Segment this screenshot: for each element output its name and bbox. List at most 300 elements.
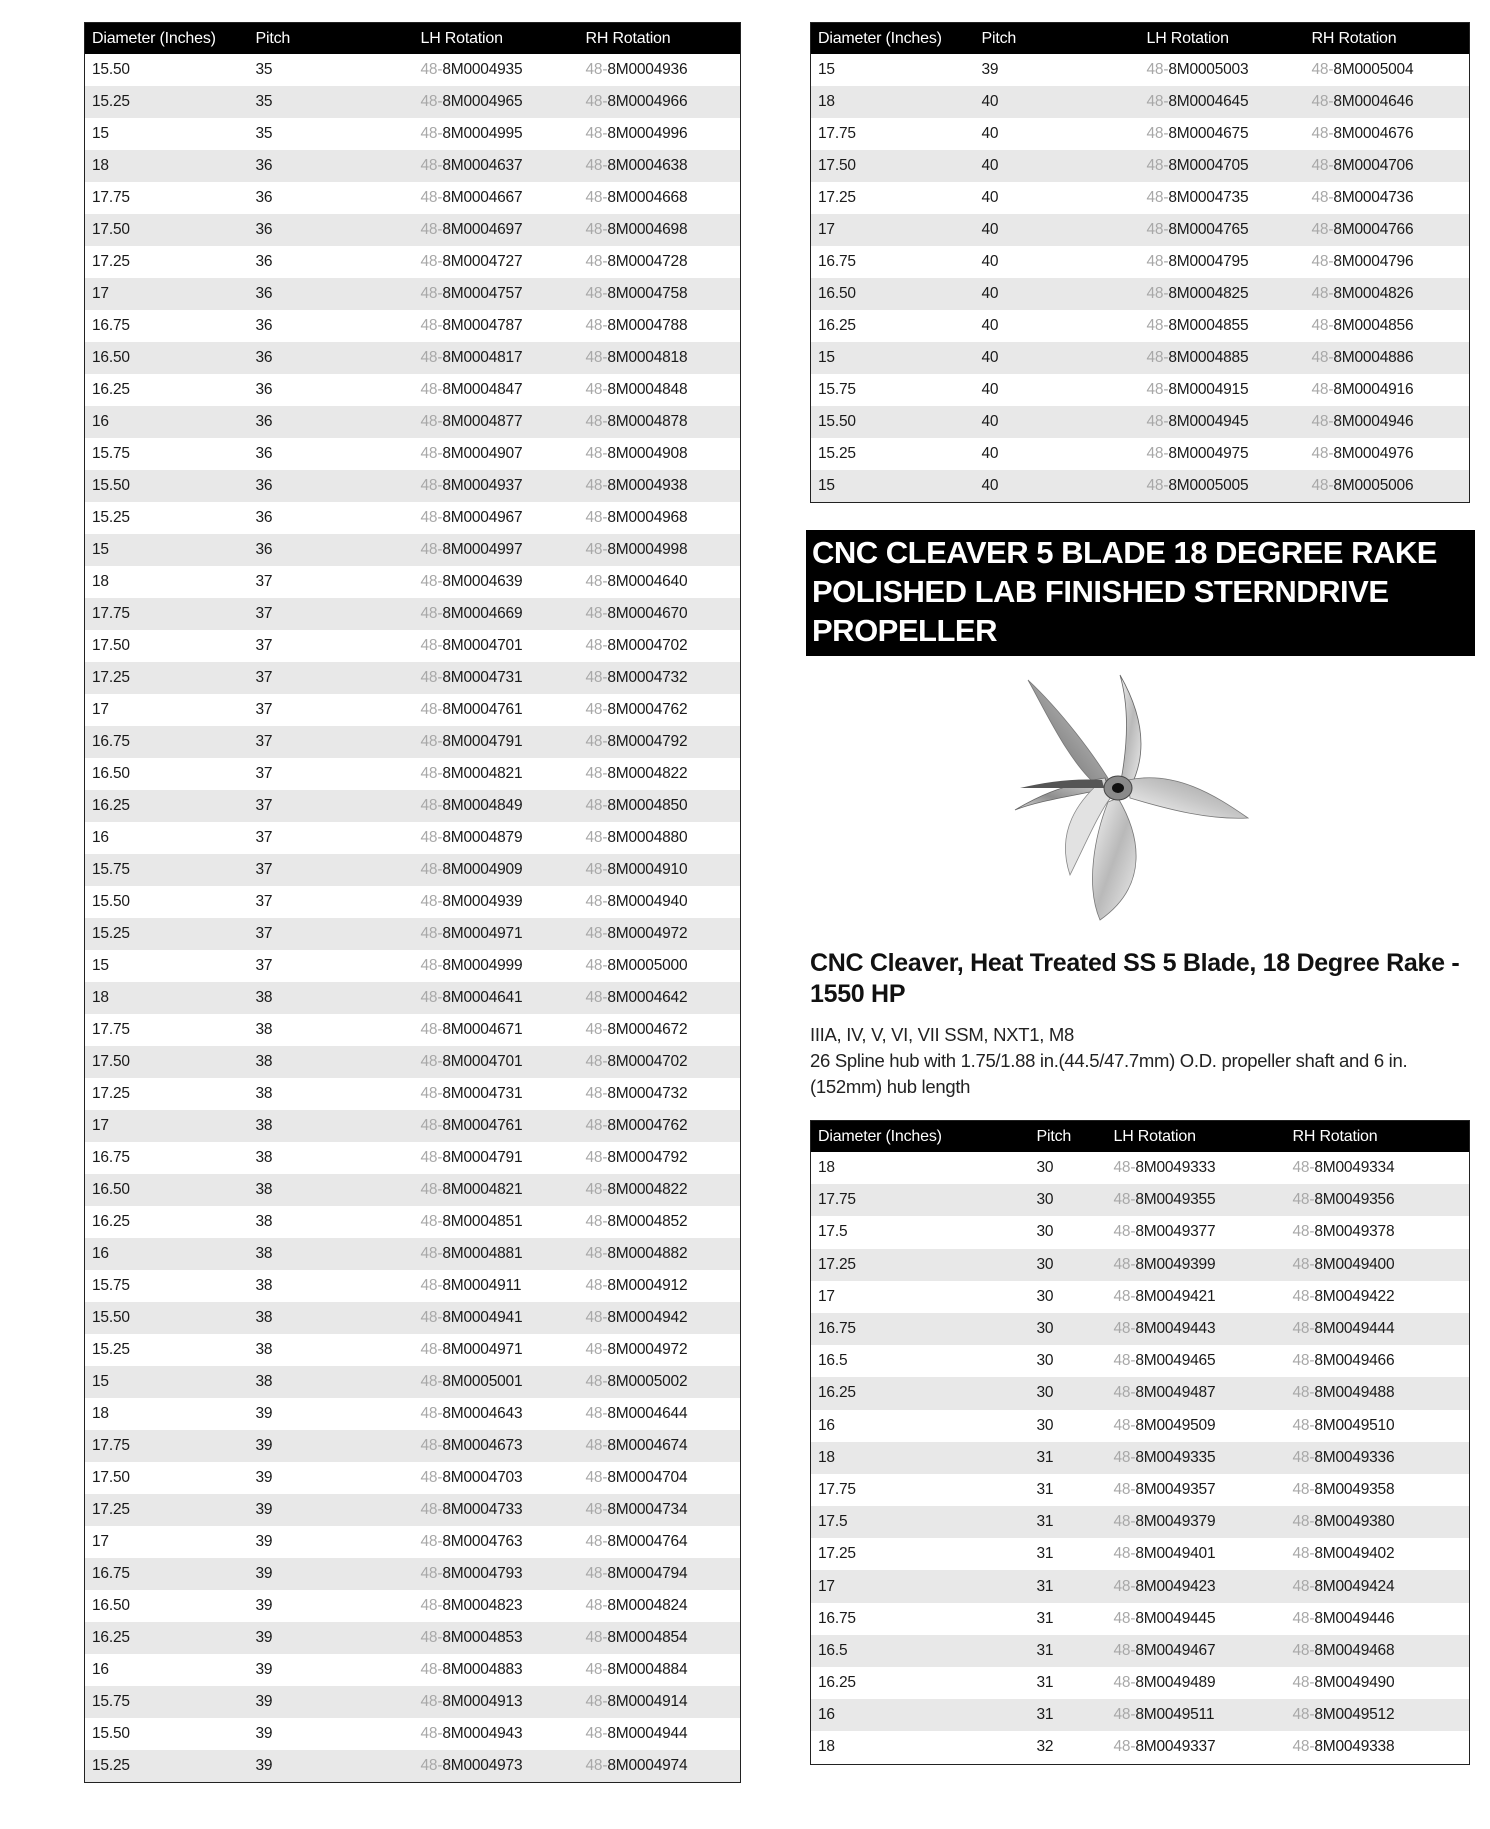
part-number: 8M0004762 (607, 701, 688, 718)
cell-pitch: 31 (1036, 1480, 1054, 1498)
part-number: 8M0004999 (442, 957, 523, 974)
part-prefix: 48- (420, 1181, 443, 1198)
cell-lh-part (414, 1526, 579, 1558)
cell-rh-part (579, 1398, 741, 1430)
part-prefix: 48- (585, 829, 608, 846)
product-description (810, 1022, 1470, 1100)
part-number: 8M0004758 (607, 285, 688, 302)
part-prefix: 48- (585, 1373, 608, 1390)
cell-pitch: 39 (249, 1430, 414, 1462)
part-prefix: 48- (1146, 189, 1169, 206)
part-prefix: 48- (585, 349, 608, 366)
part-number: 8M0049512 (1314, 1706, 1395, 1724)
part-table-right-top (810, 22, 1470, 503)
cell-lh-part (1107, 1635, 1286, 1667)
part-prefix: 48- (420, 445, 443, 462)
cell-lh-part (414, 118, 579, 150)
cell-lh-part (414, 1302, 579, 1334)
cell-pitch: 38 (249, 1366, 414, 1398)
table-row (85, 1718, 741, 1750)
part-prefix: 48- (585, 893, 608, 910)
cell-lh-part (1107, 1699, 1286, 1731)
part-number: 8M0049446 (1314, 1609, 1395, 1627)
cell-pitch: 30 (1036, 1223, 1054, 1241)
part-number: 8M0004825 (1168, 285, 1249, 302)
part-number: 8M0004913 (442, 1693, 523, 1710)
part-prefix: 48- (585, 765, 608, 782)
cell-pitch: 36 (255, 509, 273, 526)
part-number: 8M0005004 (1333, 61, 1414, 78)
part-number: 8M0004731 (442, 669, 523, 686)
part-number: 8M0005001 (442, 1373, 523, 1390)
cell-lh-part (1107, 1184, 1286, 1216)
cell-lh-part (1140, 278, 1305, 310)
part-prefix: 48- (1311, 381, 1334, 398)
table-row (85, 982, 741, 1014)
part-prefix: 48- (420, 93, 443, 110)
cell-diameter: 17.75 (85, 598, 249, 630)
part-prefix: 48- (1311, 285, 1334, 302)
part-number: 8M0004821 (442, 765, 523, 782)
part-number: 8M0049379 (1135, 1513, 1216, 1531)
part-number: 8M0049334 (1314, 1159, 1395, 1177)
cell-lh-part (1107, 1570, 1286, 1602)
cell-lh-part (414, 1014, 579, 1046)
cell-lh-part (1107, 1667, 1286, 1699)
part-number: 8M0004671 (442, 1021, 523, 1038)
part-number: 8M0004851 (442, 1213, 523, 1230)
cell-rh-part (1305, 118, 1470, 150)
part-prefix: 48- (1311, 189, 1334, 206)
cell-lh-part (1140, 150, 1305, 182)
product-title-line: POLISHED LAB FINISHED STERNDRIVE (812, 574, 1389, 609)
part-number: 8M0049511 (1135, 1706, 1215, 1724)
part-prefix: 48- (1292, 1159, 1315, 1177)
cell-pitch: 38 (249, 1302, 414, 1334)
cell-rh-part (1286, 1313, 1470, 1345)
part-number: 8M0004968 (607, 509, 688, 526)
part-number: 8M0004761 (442, 701, 523, 718)
cell-rh-part (1305, 374, 1470, 406)
cell-lh-part (1107, 1152, 1286, 1184)
part-prefix: 48- (585, 1341, 608, 1358)
part-prefix: 48- (420, 1149, 443, 1166)
part-prefix: 48- (585, 509, 608, 526)
part-prefix: 48- (1292, 1674, 1315, 1692)
cell-lh-part (414, 1206, 579, 1238)
cell-lh-part (414, 246, 579, 278)
table-row (85, 470, 741, 502)
cell-diameter: 16 (85, 1238, 249, 1270)
cell-pitch: 38 (249, 1046, 414, 1078)
part-prefix: 48- (420, 1341, 443, 1358)
part-number: 8M0005006 (1333, 477, 1414, 494)
part-number: 8M0004822 (607, 1181, 688, 1198)
cell-rh-part (1286, 1474, 1470, 1506)
cell-rh-part (1305, 438, 1470, 470)
cell-rh-part (1286, 1345, 1470, 1377)
part-number: 8M0004853 (442, 1629, 523, 1646)
cell-diameter: 16.25 (818, 317, 856, 334)
cell-rh-part (1305, 406, 1470, 438)
cell-diameter: 15.75 (818, 381, 856, 398)
table-row (85, 630, 741, 662)
part-prefix: 48- (585, 1661, 608, 1678)
part-number: 8M0004706 (1333, 157, 1414, 174)
part-number: 8M0004855 (1168, 317, 1249, 334)
table-row (85, 278, 741, 310)
part-number: 8M0049488 (1314, 1384, 1395, 1402)
part-prefix: 48- (585, 605, 608, 622)
cell-pitch: 31 (1036, 1674, 1054, 1692)
part-prefix: 48- (1146, 413, 1169, 430)
part-number: 8M0049444 (1314, 1320, 1395, 1338)
part-number: 8M0004702 (607, 1053, 688, 1070)
cell-pitch: 37 (255, 893, 273, 910)
part-number: 8M0004792 (607, 733, 688, 750)
cell-diameter: 18 (92, 573, 109, 590)
table-row (85, 1174, 741, 1206)
cell-rh-part (579, 1558, 741, 1590)
cell-lh-part (414, 1366, 579, 1398)
cell-diameter: 17 (811, 214, 975, 246)
part-number: 8M0004972 (607, 1341, 688, 1358)
part-prefix: 48- (585, 125, 608, 142)
cell-pitch: 38 (255, 1149, 273, 1166)
cell-diameter: 17 (811, 1570, 1030, 1602)
part-prefix: 48- (585, 157, 608, 174)
cell-diameter: 17.25 (818, 1545, 856, 1563)
part-number: 8M0004764 (607, 1533, 688, 1550)
part-number: 8M0004641 (442, 989, 523, 1006)
cell-rh-part (579, 118, 741, 150)
cell-pitch: 39 (249, 1750, 414, 1783)
part-prefix: 48- (420, 1693, 443, 1710)
cell-diameter: 15.75 (92, 445, 130, 462)
cell-rh-part (579, 854, 741, 886)
part-number: 8M0004880 (607, 829, 688, 846)
cell-rh-part (1286, 1570, 1470, 1602)
part-number: 8M0049377 (1135, 1223, 1216, 1241)
part-number: 8M0049509 (1135, 1416, 1216, 1434)
part-number: 8M0004878 (607, 413, 688, 430)
cell-pitch: 39 (249, 1686, 414, 1718)
cell-rh-part (579, 86, 741, 118)
cell-pitch: 39 (255, 1661, 273, 1678)
part-prefix: 48- (420, 1085, 443, 1102)
part-prefix: 48- (1146, 477, 1169, 494)
cell-diameter: 16.75 (92, 1149, 130, 1166)
part-prefix: 48- (420, 1117, 443, 1134)
part-prefix: 48- (585, 1597, 608, 1614)
cell-rh-part (579, 598, 741, 630)
part-prefix: 48- (585, 669, 608, 686)
part-prefix: 48- (585, 1725, 608, 1742)
part-number: 8M0004974 (607, 1757, 688, 1774)
cell-diameter: 17.50 (85, 1046, 249, 1078)
cell-rh-part (579, 726, 741, 758)
part-number: 8M0004856 (1333, 317, 1414, 334)
part-prefix: 48- (420, 477, 443, 494)
cell-lh-part (1107, 1474, 1286, 1506)
table-row (85, 1622, 741, 1654)
cell-lh-part (1140, 438, 1305, 470)
product-title-line: PROPELLER (812, 613, 997, 648)
cell-pitch: 40 (975, 278, 1140, 310)
table-row (85, 1750, 741, 1783)
cell-diameter: 16.50 (811, 278, 975, 310)
part-prefix: 48- (585, 861, 608, 878)
part-prefix: 48- (585, 1021, 608, 1038)
part-prefix: 48- (1113, 1738, 1136, 1756)
cell-pitch: 38 (249, 1110, 414, 1142)
part-number: 8M0049423 (1135, 1577, 1216, 1595)
table-row (85, 406, 741, 438)
cell-pitch: 30 (1036, 1352, 1054, 1370)
part-number: 8M0004761 (442, 1117, 523, 1134)
part-prefix: 48- (420, 157, 443, 174)
cell-lh-part (414, 1142, 579, 1174)
part-prefix: 48- (420, 733, 443, 750)
part-number: 8M0004879 (442, 829, 523, 846)
part-prefix: 48- (1311, 125, 1334, 142)
part-prefix: 48- (1113, 1480, 1136, 1498)
part-prefix: 48- (1113, 1352, 1136, 1370)
table-header-row (811, 23, 1470, 55)
part-prefix: 48- (1113, 1320, 1136, 1338)
part-prefix: 48- (420, 1405, 443, 1422)
part-number: 8M0004791 (442, 1149, 523, 1166)
part-prefix: 48- (1113, 1159, 1136, 1177)
part-prefix: 48- (1292, 1577, 1315, 1595)
table-row (85, 790, 741, 822)
cell-lh-part (1107, 1313, 1286, 1345)
part-number: 8M0004642 (607, 989, 688, 1006)
part-number: 8M0049378 (1314, 1223, 1395, 1241)
table-row (85, 694, 741, 726)
cell-diameter: 17.50 (85, 214, 249, 246)
part-table-right-bottom (810, 1120, 1470, 1765)
cell-rh-part (1286, 1667, 1470, 1699)
table-row (85, 246, 741, 278)
part-prefix: 48- (1292, 1320, 1315, 1338)
part-prefix: 48- (1146, 253, 1169, 270)
cell-pitch: 37 (255, 637, 273, 654)
table-row (811, 1410, 1470, 1442)
cell-rh-part (579, 342, 741, 374)
cell-diameter: 16.50 (92, 765, 130, 782)
table-row (811, 118, 1470, 150)
part-number: 8M0049358 (1314, 1480, 1395, 1498)
part-number: 8M0004943 (442, 1725, 523, 1742)
cell-rh-part (1305, 342, 1470, 374)
part-number: 8M0004938 (607, 477, 688, 494)
part-prefix: 48- (1113, 1641, 1136, 1659)
table-row (85, 822, 741, 854)
cell-pitch: 36 (249, 534, 414, 566)
part-prefix: 48- (420, 125, 443, 142)
part-number: 8M0049380 (1314, 1513, 1395, 1531)
cell-pitch: 39 (255, 1533, 273, 1550)
part-prefix: 48- (420, 253, 443, 270)
cell-rh-part (579, 278, 741, 310)
cell-rh-part (579, 1046, 741, 1078)
cell-diameter: 15 (92, 125, 109, 142)
header-rh-rotation: RH Rotation (1286, 1121, 1470, 1153)
table-row (85, 1590, 741, 1622)
part-prefix: 48- (585, 445, 608, 462)
table-row (811, 1731, 1470, 1764)
part-prefix: 48- (420, 1629, 443, 1646)
part-number: 8M0004935 (442, 61, 523, 78)
cell-lh-part (414, 854, 579, 886)
part-number: 8M0004972 (607, 925, 688, 942)
cell-diameter: 15.25 (92, 509, 130, 526)
part-prefix: 48- (420, 317, 443, 334)
part-prefix: 48- (420, 861, 443, 878)
cell-diameter: 15.50 (811, 406, 975, 438)
table-row (85, 1494, 741, 1526)
table-row (85, 566, 741, 598)
part-number: 8M0004966 (607, 93, 688, 110)
cell-rh-part (579, 758, 741, 790)
cell-rh-part (579, 1622, 741, 1654)
cell-lh-part (1107, 1377, 1286, 1409)
part-prefix: 48- (585, 1533, 608, 1550)
cell-diameter: 17.75 (85, 1430, 249, 1462)
cell-rh-part (579, 150, 741, 182)
table-row (85, 950, 741, 982)
cell-diameter: 16 (811, 1699, 1030, 1731)
cell-rh-part (1286, 1152, 1470, 1184)
part-number: 8M0004698 (607, 221, 688, 238)
cell-pitch: 36 (249, 406, 414, 438)
cell-pitch: 38 (249, 1238, 414, 1270)
cell-lh-part (414, 1398, 579, 1430)
cell-rh-part (579, 790, 741, 822)
cell-rh-part (1305, 150, 1470, 182)
cell-pitch: 36 (249, 342, 414, 374)
part-number: 8M0005002 (607, 1373, 688, 1390)
cell-rh-part (579, 822, 741, 854)
header-lh-rotation: LH Rotation (414, 23, 579, 55)
part-number: 8M0049421 (1135, 1287, 1216, 1305)
part-prefix: 48- (585, 989, 608, 1006)
table-row (85, 1654, 741, 1686)
part-number: 8M0049333 (1135, 1159, 1216, 1177)
part-prefix: 48- (1146, 445, 1169, 462)
part-number: 8M0004996 (607, 125, 688, 142)
cell-pitch: 30 (1036, 1416, 1054, 1434)
part-number: 8M0004644 (607, 1405, 688, 1422)
cell-lh-part (414, 438, 579, 470)
part-number: 8M0004670 (607, 605, 688, 622)
cell-diameter: 17.5 (811, 1506, 1030, 1538)
part-number: 8M0004826 (1333, 285, 1414, 302)
table-row (811, 1474, 1470, 1506)
cell-pitch: 36 (249, 470, 414, 502)
cell-pitch: 39 (255, 1725, 273, 1742)
part-prefix: 48- (585, 189, 608, 206)
part-prefix: 48- (1146, 61, 1169, 78)
cell-diameter: 15 (92, 957, 109, 974)
cell-rh-part (579, 630, 741, 662)
cell-pitch: 31 (1030, 1506, 1107, 1538)
part-prefix: 48- (1113, 1706, 1136, 1724)
part-prefix: 48- (420, 1757, 443, 1774)
part-number: 8M0004697 (442, 221, 523, 238)
table-row (85, 54, 741, 86)
part-prefix: 48- (585, 61, 608, 78)
cell-diameter: 17 (85, 1110, 249, 1142)
part-prefix: 48- (420, 1373, 443, 1390)
cell-lh-part (1140, 182, 1305, 214)
cell-diameter: 16.75 (92, 317, 130, 334)
cell-rh-part (579, 1110, 741, 1142)
part-prefix: 48- (1146, 93, 1169, 110)
cell-pitch: 37 (255, 829, 273, 846)
cell-lh-part (1140, 54, 1305, 86)
cell-diameter: 15.50 (92, 61, 130, 78)
table-header-row (85, 23, 741, 55)
cell-diameter: 15 (818, 61, 835, 78)
part-prefix: 48- (1292, 1641, 1315, 1659)
cell-rh-part (579, 1654, 741, 1686)
cell-diameter: 17 (92, 1533, 109, 1550)
part-number: 8M0004971 (442, 925, 523, 942)
part-prefix: 48- (585, 1213, 608, 1230)
cell-pitch: 40 (981, 253, 999, 270)
part-number: 8M0005000 (607, 957, 688, 974)
cell-diameter: 17.75 (811, 1184, 1030, 1216)
part-prefix: 48- (420, 541, 443, 558)
cell-diameter: 16.5 (811, 1635, 1030, 1667)
part-number: 8M0004908 (607, 445, 688, 462)
cell-diameter: 15.50 (92, 893, 130, 910)
cell-lh-part (414, 886, 579, 918)
part-prefix: 48- (420, 509, 443, 526)
part-prefix: 48- (420, 1309, 443, 1326)
part-number: 8M0049337 (1135, 1738, 1216, 1756)
cell-diameter: 15 (85, 1366, 249, 1398)
cell-rh-part (1286, 1538, 1470, 1570)
part-prefix: 48- (420, 1053, 443, 1070)
part-prefix: 48- (585, 1469, 608, 1486)
cell-rh-part (579, 310, 741, 342)
part-prefix: 48- (1113, 1416, 1136, 1434)
cell-diameter: 17.25 (811, 1249, 1030, 1281)
part-prefix: 48- (585, 1629, 608, 1646)
part-prefix: 48- (420, 1501, 443, 1518)
cell-pitch: 37 (255, 573, 273, 590)
part-number: 8M0049468 (1314, 1641, 1395, 1659)
header-diameter: Diameter (Inches) (811, 1121, 1030, 1153)
table-row (811, 406, 1470, 438)
cell-rh-part (1286, 1731, 1470, 1764)
part-number: 8M0004941 (442, 1309, 523, 1326)
part-prefix: 48- (585, 957, 608, 974)
cell-pitch: 40 (975, 214, 1140, 246)
cell-lh-part (1107, 1538, 1286, 1570)
cell-lh-part (1107, 1603, 1286, 1635)
part-number: 8M0049399 (1135, 1255, 1216, 1273)
cell-lh-part (414, 758, 579, 790)
part-number: 8M0004646 (1333, 93, 1414, 110)
cell-diameter: 16.75 (818, 253, 856, 270)
part-number: 8M0049510 (1314, 1416, 1395, 1434)
part-prefix: 48- (1146, 157, 1169, 174)
cell-rh-part (1286, 1442, 1470, 1474)
